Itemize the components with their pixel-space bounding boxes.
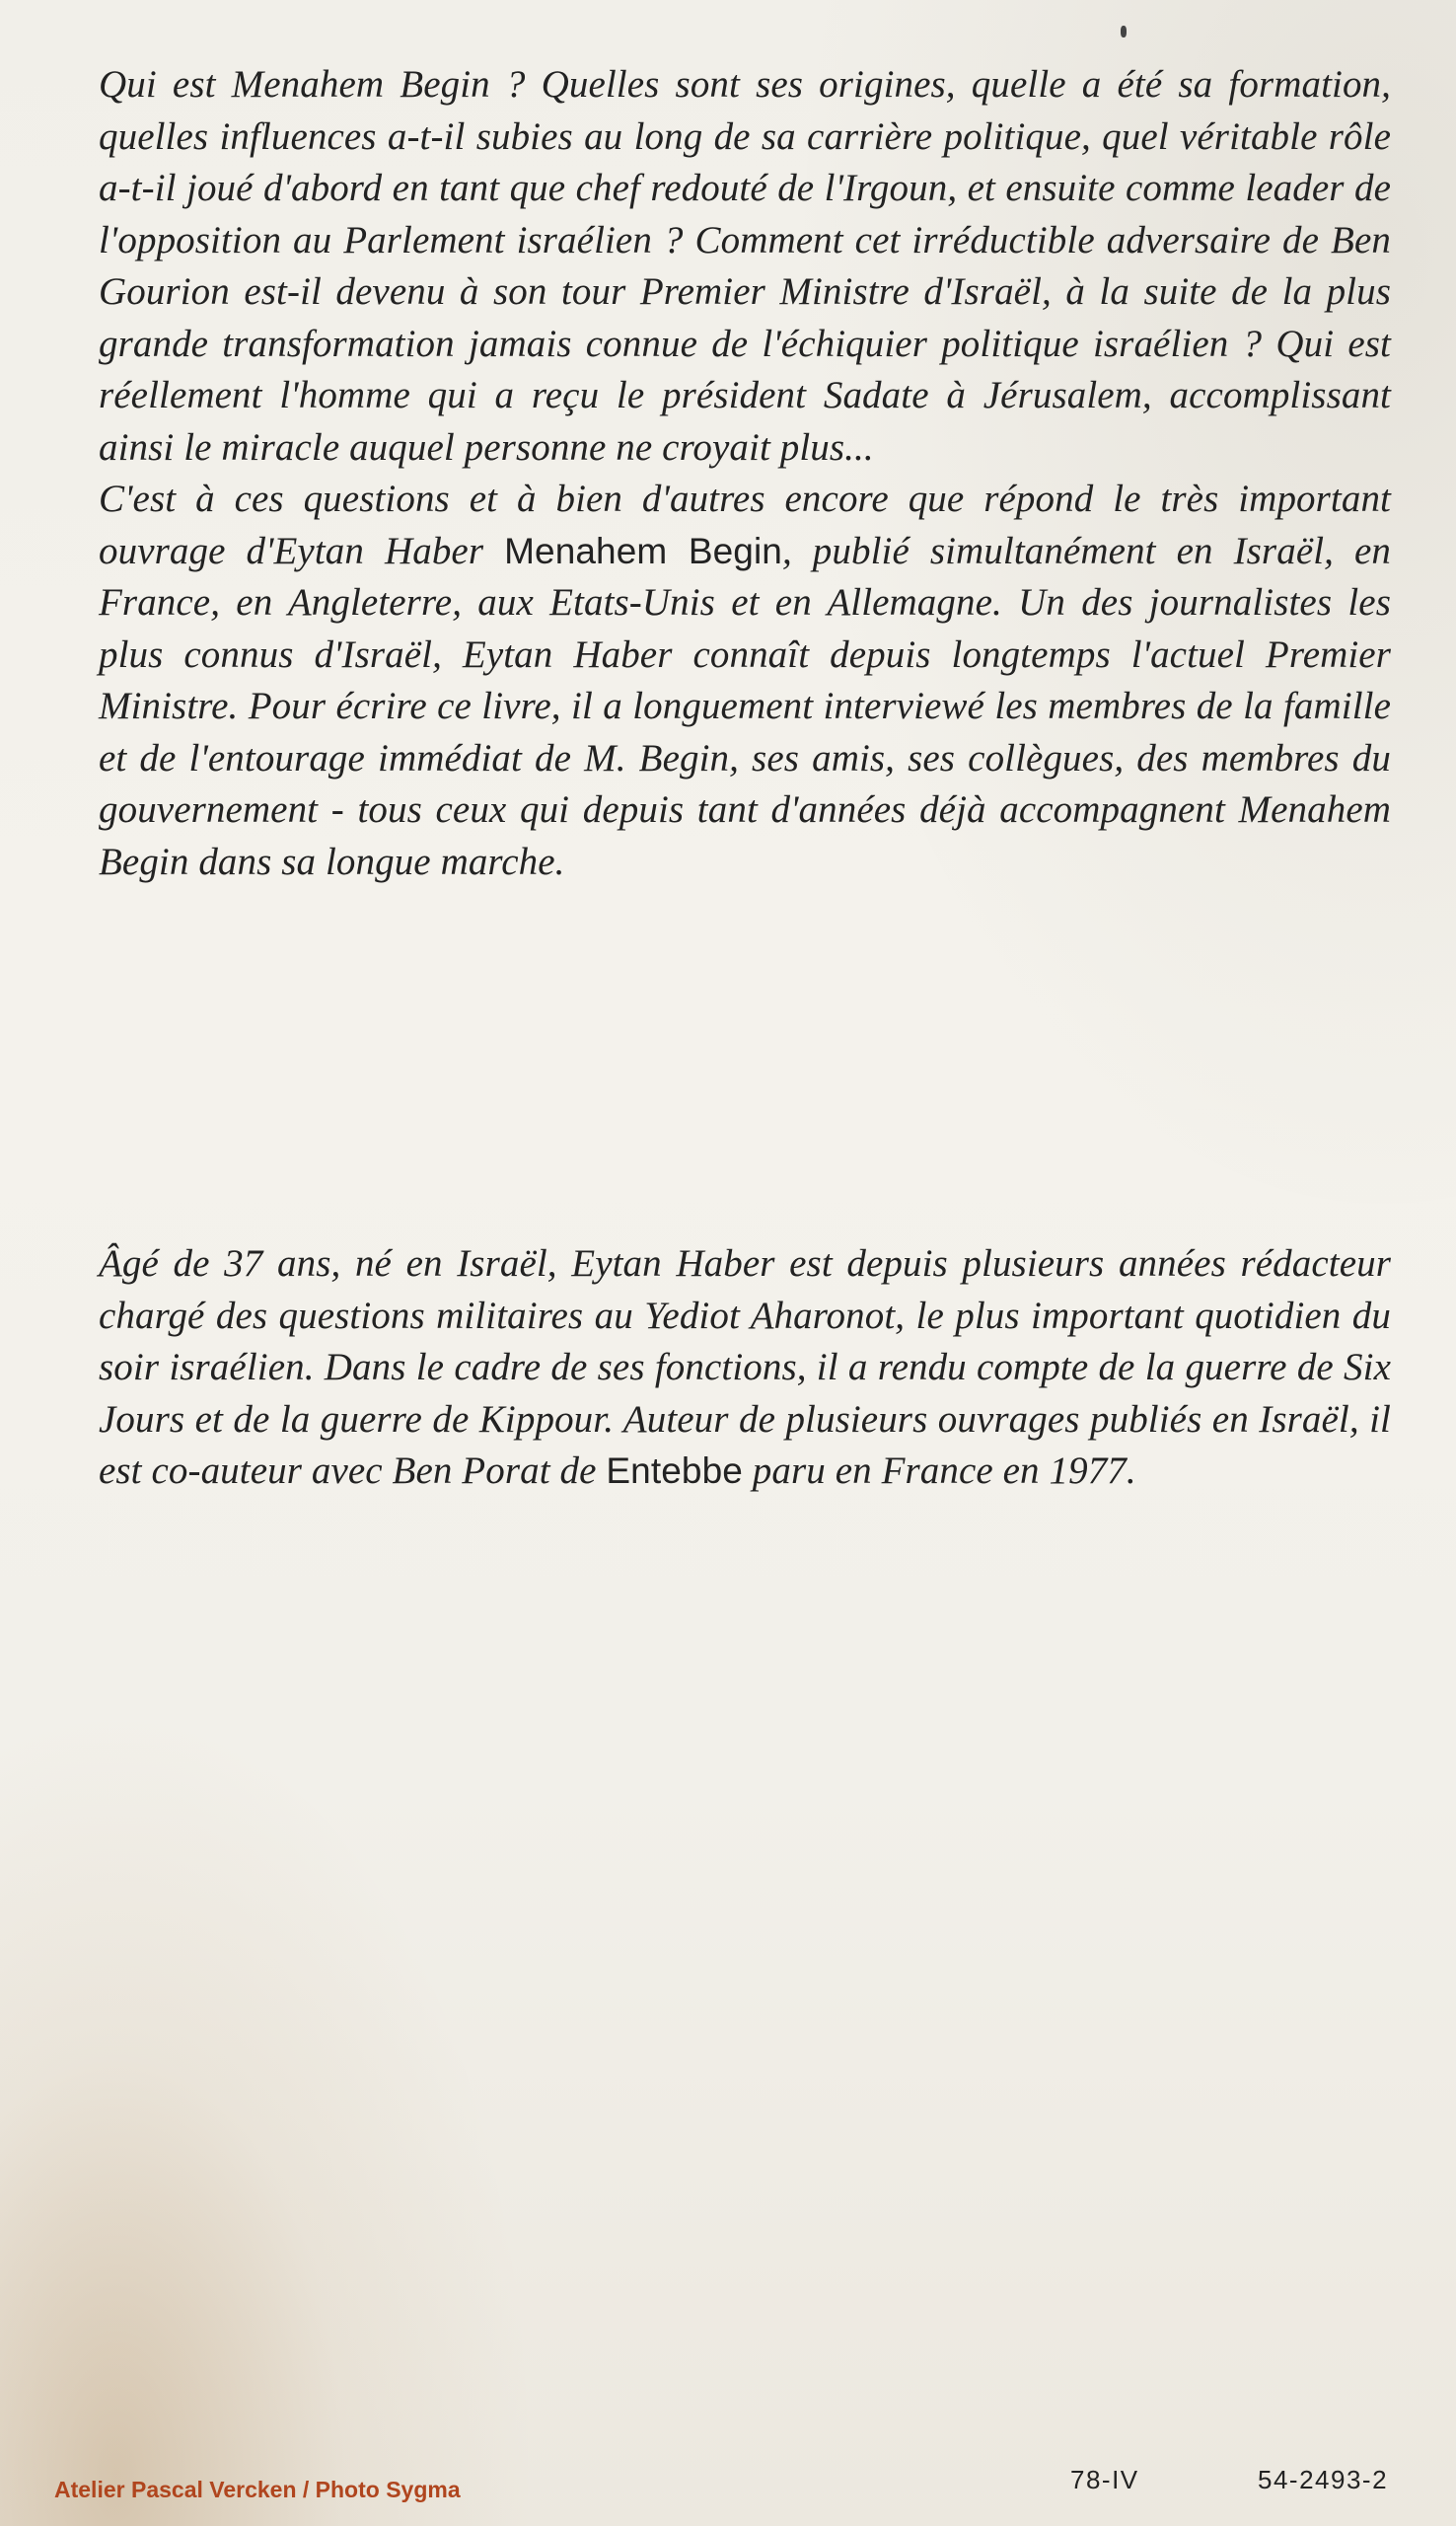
description-paragraph-summary <box>99 474 1391 888</box>
book-description <box>99 59 1391 888</box>
bio-text-after: paru en France en 1977. <box>752 1449 1136 1492</box>
catalog-number: 54-2493-2 <box>1258 2465 1389 2494</box>
series-code: 78-IV <box>1070 2465 1139 2494</box>
previous-book-title: Entebbe <box>606 1450 743 1491</box>
description-paragraph-questions: Qui est Menahem Begin ? Quelles sont ses origines, quelle a été sa formation, quelles influences a-t-il subies au long de sa carrière politique, quel véritable rôle a-t-il joué d'abord en tant que chef redouté de l'Irgoun, et ensuite comme leader de l'opposition au Parlement israélien ? Comment cet irréductible adversaire de Ben Gourion est-il devenu à son tour Premier Ministre d'Israël, à la suite de la plus grande transformation jamais connue de l'échiquier politique israélien ? Qui est réellement l'homme qui a reçu le président Sadate à Jérusalem, accomplissant ainsi le miracle auquel personne ne croyait plus... <box>99 63 1391 469</box>
summary-text-after: , publié simultanément en Israël, en France, en Angleterre, aux Etats-Unis et en Allemagne. Un des journalistes les plus connus d'Israël, Eytan Haber connaît depuis longtemps l'actuel Premier Ministre. Pour écrire ce livre, il a longuement interviewé les membres de la famille et de l'entourage immédiat de M. Begin, ses amis, ses collègues, des membres du gouvernement - tous ceux qui depuis tant d'années déjà accompagnent Menahem Begin dans sa longue marche. <box>99 529 1391 883</box>
photo-credit: Atelier Pascal Vercken / Photo Sygma <box>54 2477 461 2502</box>
book-title: Menahem Begin <box>504 530 782 571</box>
bio-text-before: Âgé de 37 ans, né en Israël, Eytan Haber est depuis plusieurs années rédacteur chargé des questions militaires au Yediot Aharonot, le plus important quotidien du soir israélien. Dans le cadre de ses fonctions, il a rendu compte de la guerre de Six Jours et de la guerre de Kippour. Auteur de plusieurs ouvrages publiés en Israël, il est co-auteur avec Ben Porat de <box>99 1242 1391 1492</box>
print-speck-mark <box>1121 26 1127 37</box>
author-bio <box>99 1238 1391 1498</box>
author-bio-paragraph <box>99 1238 1391 1498</box>
summary-text-before: C'est à ces questions et à bien d'autres encore que répond le très important ouvrage d'Eytan Haber <box>99 478 1391 572</box>
